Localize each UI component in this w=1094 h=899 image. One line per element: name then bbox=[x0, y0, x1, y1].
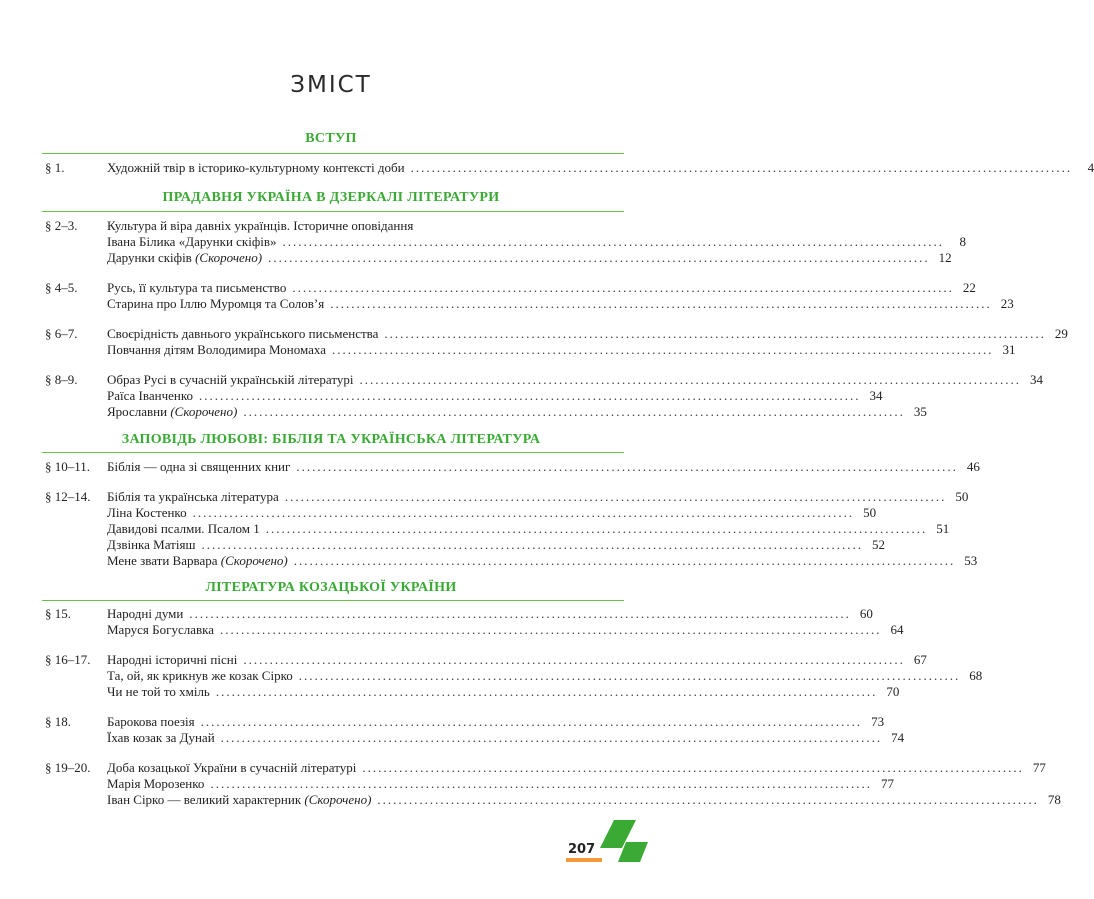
leader-dots: .............................................................................................................................. bbox=[265, 521, 928, 536]
entry-number: § 4–5. bbox=[45, 280, 78, 295]
entry-title: Та, ой, як крикнув же козак Сірко bbox=[107, 668, 293, 683]
leader-dots: .............................................................................................................................. bbox=[243, 652, 905, 667]
leader-dots: .............................................................................................................................. bbox=[192, 505, 855, 520]
entry-title: Ліна Костенко bbox=[107, 505, 187, 520]
toc-entry[interactable] bbox=[107, 652, 927, 668]
toc-entry[interactable] bbox=[107, 792, 1061, 808]
entry-page: 52 bbox=[871, 537, 885, 552]
entry-number: § 1. bbox=[45, 160, 65, 175]
toc-entry[interactable] bbox=[107, 505, 877, 521]
toc-entry[interactable] bbox=[107, 459, 980, 475]
leader-dots: .............................................................................................................................. bbox=[384, 326, 1046, 341]
entry-page: 70 bbox=[886, 684, 900, 699]
entry-title: Дзвінка Матіяш bbox=[107, 537, 196, 552]
entry-title: Іван Сірко — великий характерник (Скорочено) bbox=[107, 792, 372, 807]
section-rule bbox=[42, 211, 624, 212]
leader-dots: .............................................................................................................................. bbox=[215, 684, 878, 699]
publisher-logo-icon bbox=[596, 818, 650, 866]
entry-page: 50 bbox=[863, 505, 877, 520]
leader-dots: .............................................................................................................................. bbox=[362, 760, 1024, 775]
entry-title: Івана Білика «Дарунки скіфів» bbox=[107, 234, 277, 249]
leader-dots: .............................................................................................................................. bbox=[296, 459, 958, 474]
entry-page: 64 bbox=[890, 622, 904, 637]
leader-dots: .............................................................................................................................. bbox=[359, 372, 1021, 387]
entry-page: 8 bbox=[959, 234, 967, 249]
toc-entry[interactable] bbox=[107, 372, 1043, 388]
entry-title: Барокова поезія bbox=[107, 714, 195, 729]
entry-page: 73 bbox=[871, 714, 885, 729]
leader-dots: .............................................................................................................................. bbox=[201, 537, 863, 552]
entry-page: 50 bbox=[955, 489, 969, 504]
entry-page: 74 bbox=[891, 730, 905, 745]
leader-dots: .............................................................................................................................. bbox=[332, 342, 994, 357]
toc-entry[interactable] bbox=[107, 521, 950, 537]
entry-number: § 19–20. bbox=[45, 760, 91, 775]
toc-entry[interactable] bbox=[107, 388, 883, 404]
entry-page: 53 bbox=[964, 553, 978, 568]
toc-entry[interactable] bbox=[107, 537, 885, 553]
toc-entry[interactable] bbox=[107, 296, 1014, 312]
entry-page: 29 bbox=[1054, 326, 1068, 341]
entry-page: 12 bbox=[938, 250, 952, 265]
entry-number: § 16–17. bbox=[45, 652, 91, 667]
toc-entry[interactable] bbox=[107, 404, 927, 420]
toc-entry[interactable] bbox=[107, 760, 1046, 776]
section-heading-bible: ЗАПОВІДЬ ЛЮБОВІ: БІБЛІЯ ТА УКРАЇНСЬКА ЛІТЕРАТУРА bbox=[121, 432, 541, 447]
entry-title: Біблія та українська література bbox=[107, 489, 279, 504]
leader-dots: .............................................................................................................................. bbox=[377, 792, 1039, 807]
toc-entry[interactable] bbox=[107, 342, 1016, 358]
entry-number: § 12–14. bbox=[45, 489, 91, 504]
toc-entry[interactable] bbox=[107, 714, 885, 730]
entry-page: 4 bbox=[1087, 160, 1094, 175]
entry-title: Їхав козак за Дунай bbox=[107, 730, 215, 745]
leader-dots: .............................................................................................................................. bbox=[189, 606, 851, 621]
leader-dots: .............................................................................................................................. bbox=[200, 714, 863, 729]
section-heading-ancient-ukraine: ПРАДАВНЯ УКРАЇНА В ДЗЕРКАЛІ ЛІТЕРАТУРИ bbox=[162, 190, 500, 205]
entry-title: Народні історичні пісні bbox=[107, 652, 238, 667]
toc-entry[interactable] bbox=[107, 326, 1068, 342]
entry-page: 46 bbox=[966, 459, 980, 474]
entry-title: Біблія — одна зі священних книг bbox=[107, 459, 291, 474]
entry-title: Своєрідність давнього українського письменства bbox=[107, 326, 379, 341]
entry-page: 60 bbox=[859, 606, 873, 621]
entry-page: 23 bbox=[1000, 296, 1014, 311]
leader-dots: .............................................................................................................................. bbox=[220, 622, 882, 637]
toc-entry[interactable] bbox=[107, 776, 894, 792]
toc-entry[interactable] bbox=[107, 250, 952, 266]
page-number: 207 bbox=[568, 842, 596, 857]
toc-entry[interactable] bbox=[107, 234, 967, 250]
leader-dots: .............................................................................................................................. bbox=[243, 404, 905, 419]
entry-number: § 10–11. bbox=[45, 459, 91, 474]
entry-page: 78 bbox=[1047, 792, 1061, 807]
entry-page: 34 bbox=[869, 388, 883, 403]
entry-title: Чи не той то хміль bbox=[107, 684, 210, 699]
leader-dots: .............................................................................................................................. bbox=[284, 489, 947, 504]
entry-page: 35 bbox=[913, 404, 927, 419]
entry-number: § 8–9. bbox=[45, 372, 78, 387]
toc-entry[interactable] bbox=[107, 160, 1094, 176]
leader-dots: .............................................................................................................................. bbox=[410, 160, 1073, 175]
entry-number: § 2–3. bbox=[45, 218, 78, 233]
entry-title: Давидові псалми. Псалом 1 bbox=[107, 521, 260, 536]
entry-title: Старина про Іллю Муромця та Солов’я bbox=[107, 296, 325, 311]
entry-number: § 18. bbox=[45, 714, 71, 729]
entry-number: § 15. bbox=[45, 606, 71, 621]
toc-entry[interactable] bbox=[107, 280, 976, 296]
entry-title: Раїса Іванченко bbox=[107, 388, 194, 403]
entry-page: 77 bbox=[1032, 760, 1046, 775]
entry-title: Ярославни (Скорочено) bbox=[107, 404, 238, 419]
entry-title: Повчання дітям Володимира Мономаха bbox=[107, 342, 327, 357]
section-rule bbox=[42, 153, 624, 154]
entry-page: 31 bbox=[1002, 342, 1016, 357]
section-heading-cossack-ukraine: ЛІТЕРАТУРА КОЗАЦЬКОЇ УКРАЇНИ bbox=[205, 580, 457, 595]
page-title: ЗМІСТ bbox=[290, 72, 372, 98]
entry-title: Марія Морозенко bbox=[107, 776, 205, 791]
entry-page: 34 bbox=[1029, 372, 1043, 387]
entry-title: Доба козацької України в сучасній літературі bbox=[107, 760, 357, 775]
leader-dots: .............................................................................................................................. bbox=[210, 776, 872, 791]
entry-title: Народні думи bbox=[107, 606, 184, 621]
leader-dots: .............................................................................................................................. bbox=[282, 234, 945, 249]
leader-dots: .............................................................................................................................. bbox=[298, 668, 961, 683]
entry-page: 22 bbox=[962, 280, 976, 295]
toc-entry[interactable] bbox=[107, 730, 905, 746]
entry-title: Образ Русі в сучасній українській літературі bbox=[107, 372, 354, 387]
toc-entry[interactable] bbox=[107, 684, 900, 700]
toc-entry[interactable] bbox=[107, 489, 969, 505]
leader-dots: .............................................................................................................................. bbox=[330, 296, 992, 311]
entry-page: 68 bbox=[969, 668, 983, 683]
entry-title: Мене звати Варвара (Скорочено) bbox=[107, 553, 288, 568]
entry-title: Русь, її культура та письменство bbox=[107, 280, 287, 295]
entry-title: Маруся Богуславка bbox=[107, 622, 215, 637]
toc-entry[interactable] bbox=[107, 622, 904, 638]
section-rule bbox=[42, 452, 624, 453]
toc-entry[interactable] bbox=[107, 668, 983, 684]
entry-page: 77 bbox=[880, 776, 894, 791]
entry-page: 67 bbox=[913, 652, 927, 667]
toc-entry[interactable] bbox=[107, 606, 873, 622]
leader-dots: .............................................................................................................................. bbox=[220, 730, 883, 745]
entry-title: Дарунки скіфів (Скорочено) bbox=[107, 250, 263, 265]
section-heading-intro: ВСТУП bbox=[305, 131, 357, 146]
entry-title: Художній твір в історико-культурному контексті доби bbox=[107, 160, 405, 175]
leader-dots: .............................................................................................................................. bbox=[293, 553, 956, 568]
entry-number: § 6–7. bbox=[45, 326, 78, 341]
entry-title-line: Культура й віра давніх українців. Історичне оповідання bbox=[107, 218, 414, 233]
leader-dots: .............................................................................................................................. bbox=[268, 250, 930, 265]
toc-entry[interactable] bbox=[107, 553, 978, 569]
section-rule bbox=[42, 600, 624, 601]
leader-dots: .............................................................................................................................. bbox=[199, 388, 861, 403]
leader-dots: .............................................................................................................................. bbox=[292, 280, 954, 295]
entry-page: 51 bbox=[936, 521, 950, 536]
